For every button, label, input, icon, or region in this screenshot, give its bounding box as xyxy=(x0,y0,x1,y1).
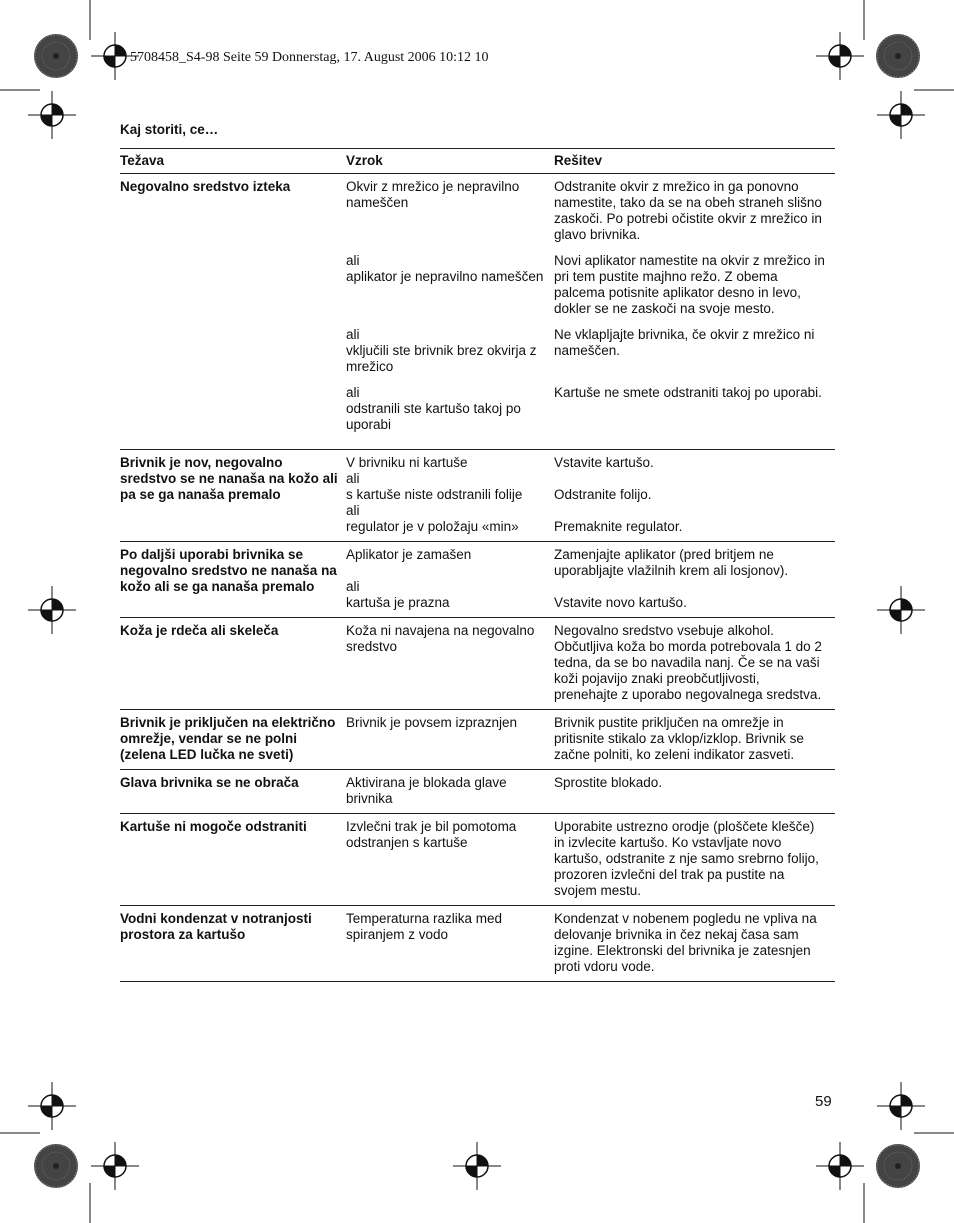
cause-text: Izvlečni trak je bil pomotoma odstranjen s kartuše xyxy=(346,819,517,850)
cause-cell xyxy=(346,174,554,450)
cause-cell xyxy=(346,618,554,710)
page-number: 59 xyxy=(815,1093,832,1110)
cause-text: Aplikator je zamašen ali kartuša je prazna xyxy=(346,547,472,610)
solution-cell xyxy=(554,618,835,710)
cause-text: Koža ni navajena na negovalno sredstvo xyxy=(346,623,535,654)
table-row xyxy=(120,814,835,906)
solution-cell xyxy=(554,906,835,982)
problem-cell: Brivnik je priključen na električno omrežje, vendar se ne polni (zelena LED lučka ne sveti) xyxy=(120,710,346,770)
solution-text: Novi aplikator namestite na okvir z mrežico in pri tem pustite majhno režo. Z obema palcema potisnite aplikator desno in levo, dokler se ne zaskoči na svoje mesto. xyxy=(554,253,825,316)
problem-cell: Negovalno sredstvo izteka xyxy=(120,174,346,450)
header-solution: Rešitev xyxy=(554,149,835,174)
problem-cell: Koža je rdeča ali skeleča xyxy=(120,618,346,710)
solution-cell xyxy=(554,814,835,906)
cause-cell xyxy=(346,710,554,770)
table-row xyxy=(120,450,835,542)
table-header-row xyxy=(120,149,835,174)
cause-text: Aktivirana je blokada glave brivnika xyxy=(346,775,507,806)
table-row xyxy=(120,174,835,450)
solution-cell xyxy=(554,542,835,618)
troubleshooting-table-wrap xyxy=(120,148,835,982)
solution-cell xyxy=(554,450,835,542)
cause-text: Temperaturna razlika med spiranjem z vodo xyxy=(346,911,503,942)
solution-text: Sprostite blokado. xyxy=(554,775,663,790)
solution-text: Kondenzat v nobenem pogledu ne vpliva na delovanje brivnika in čez nekaj časa sam izgine. Elektronski del brivnika je zatesnjen proti vdoru vode. xyxy=(554,911,817,974)
table-row xyxy=(120,542,835,618)
troubleshooting-table xyxy=(120,148,835,982)
problem-cell: Vodni kondenzat v notranjosti prostora za kartušo xyxy=(120,906,346,982)
problem-cell: Kartuše ni mogoče odstraniti xyxy=(120,814,346,906)
cause-text: ali aplikator je nepravilno nameščen xyxy=(346,253,544,284)
solution-text: Zamenjajte aplikator (pred britjem ne uporabljajte vlažilnih krem ali losjonov). Vstavite novo kartušo. xyxy=(554,547,789,610)
solution-text: Negovalno sredstvo vsebuje alkohol. Občutljiva koža bo morda potrebovala 1 do 2 tedna, da se bo navadila nanj. Če se na vaši koži pojavijo znaki preobčutljivosti, prenehajte z uporabo negovalnega sredstva. xyxy=(554,623,822,702)
header-problem: Težava xyxy=(120,149,346,174)
cause-cell xyxy=(346,450,554,542)
problem-cell: Po daljši uporabi brivnika se negovalno sredstvo ne nanaša na kožo ali se ga nanaša premalo xyxy=(120,542,346,618)
problem-cell: Brivnik je nov, negovalno sredstvo se ne nanaša na kožo ali pa se ga nanaša premalo xyxy=(120,450,346,542)
table-row xyxy=(120,618,835,710)
header-cause: Vzrok xyxy=(346,149,554,174)
solution-text: Kartuše ne smete odstraniti takoj po uporabi. xyxy=(554,385,822,400)
solution-text: Brivnik pustite priključen na omrežje in pritisnite stikalo za vklop/izklop. Brivnik se začne polniti, ko zeleni indikator zasveti. xyxy=(554,715,804,762)
table-row xyxy=(120,770,835,814)
solution-cell xyxy=(554,770,835,814)
solution-text: Vstavite kartušo. Odstranite folijo. Premaknite regulator. xyxy=(554,455,683,534)
cause-text: Brivnik je povsem izpraznjen xyxy=(346,715,518,730)
solution-text: Uporabite ustrezno orodje (ploščete klešče) in izvlecite kartušo. Ko vstavljate novo kartušo, odstranite z nje samo srebrno folijo, prozoren izvlečni del trak pa pustite na svojem mestu. xyxy=(554,819,819,898)
solution-cell xyxy=(554,174,835,450)
table-row xyxy=(120,710,835,770)
print-slug: 5708458_S4-98 Seite 59 Donnerstag, 17. August 2006 10:12 10 xyxy=(130,50,489,65)
cause-cell xyxy=(346,906,554,982)
solution-cell xyxy=(554,710,835,770)
cause-text: Okvir z mrežico je nepravilno nameščen xyxy=(346,179,520,210)
cause-cell xyxy=(346,542,554,618)
solution-text: Odstranite okvir z mrežico in ga ponovno namestite, tako da se na obeh straneh slišno zaskoči. Po potrebi očistite okvir z mrežico in glavo brivnika. xyxy=(554,179,822,242)
cause-text: V brivniku ni kartuše ali s kartuše niste odstranili folije ali regulator je v položaju «min» xyxy=(346,455,523,534)
solution-text: Ne vklapljajte brivnika, če okvir z mrežico ni nameščen. xyxy=(554,327,815,358)
cause-text: ali odstranili ste kartušo takoj po uporabi xyxy=(346,385,521,432)
cause-text: ali vključili ste brivnik brez okvirja z mrežico xyxy=(346,327,537,374)
page-heading: Kaj storiti, ce… xyxy=(120,122,219,137)
cause-cell xyxy=(346,814,554,906)
table-row xyxy=(120,906,835,982)
problem-cell: Glava brivnika se ne obrača xyxy=(120,770,346,814)
cause-cell xyxy=(346,770,554,814)
